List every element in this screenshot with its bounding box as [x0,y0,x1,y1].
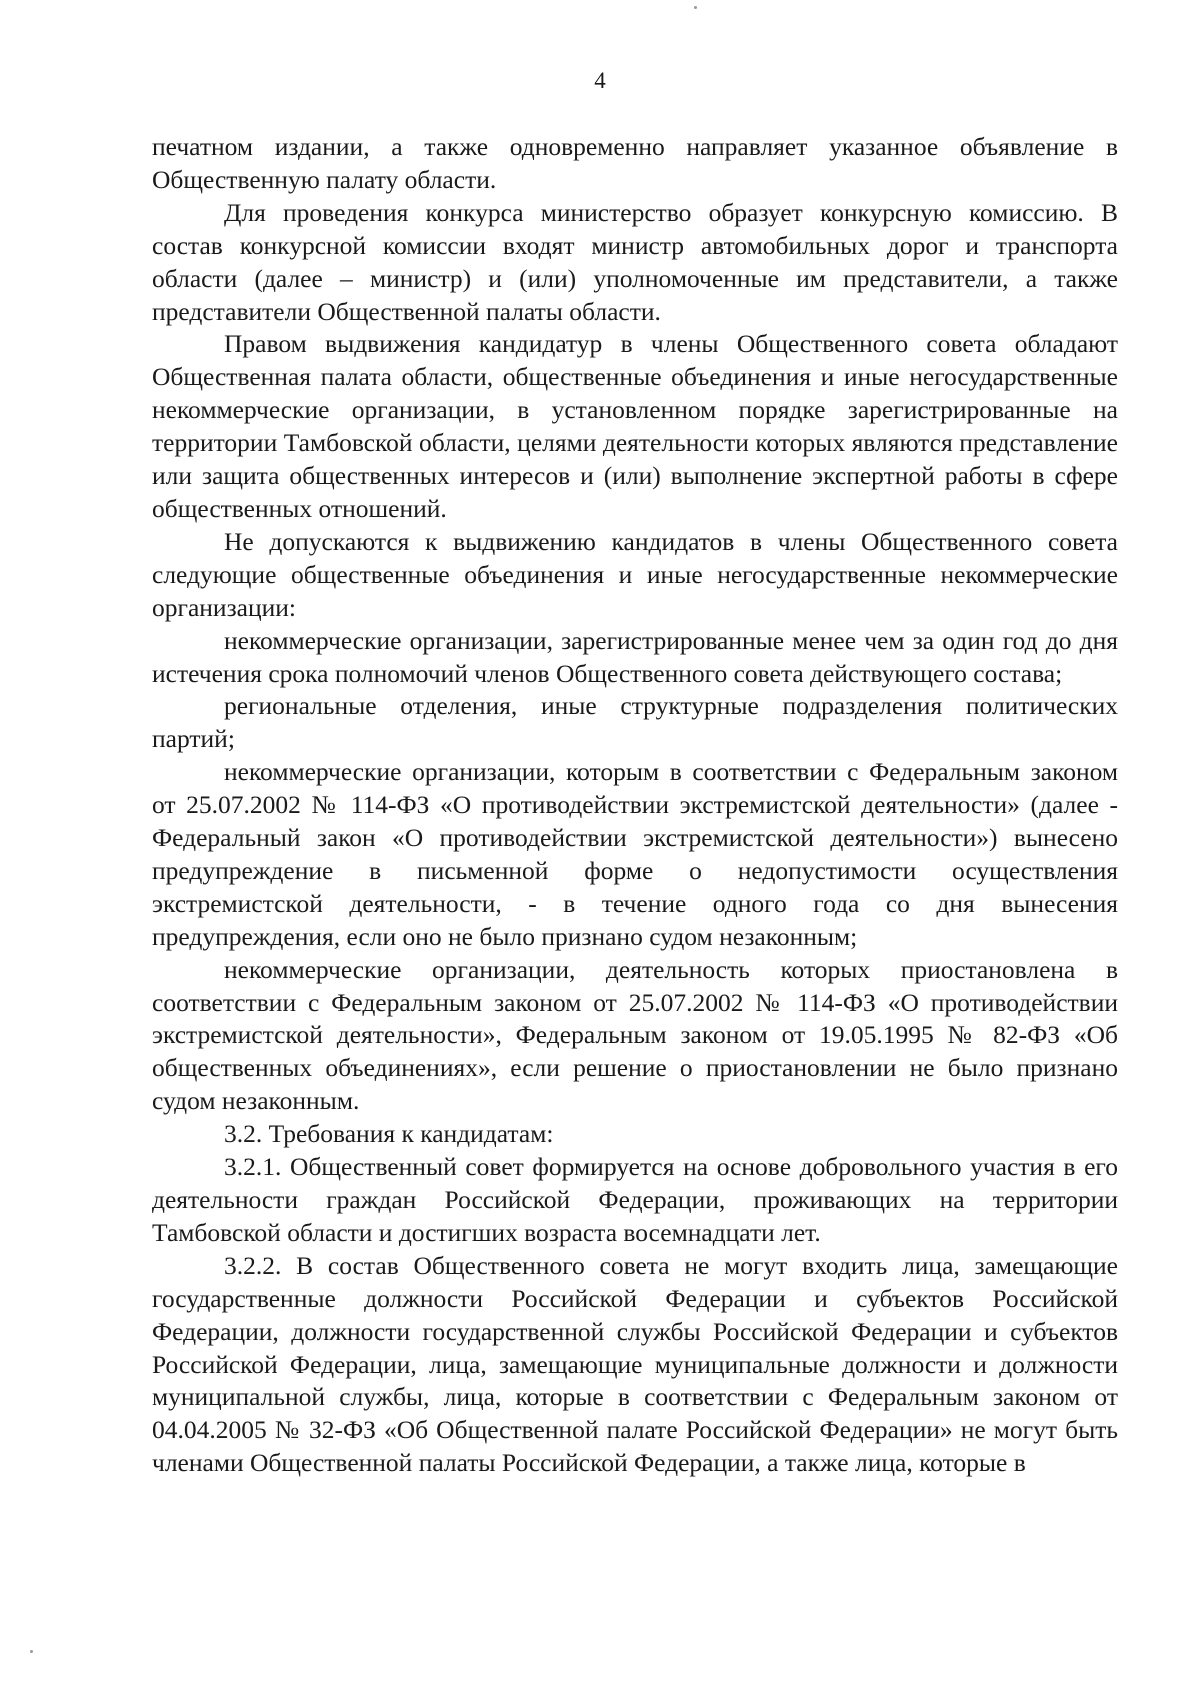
paragraph-nomination-right: Правом выдвижения кандидатур в члены Общественного совета обладают Общественная палата области, общественные объединения и иные негосударственные некоммерческие организации, в установленном порядке зарегистрированные на территории Тамбовской области, целями деятельности которых являются представление или защита общественных интересов и (или) выполнение экспертной работы в сфере общественных отношений. [152,329,1118,523]
section-heading-candidate-requirements: 3.2. Требования к кандидатам: [224,1119,554,1149]
paragraph-3-2-2: 3.2.2. В состав Общественного совета не могут входить лица, замещающие государственные должности Российской Федерации и субъектов Российской Федерации, должности государственной службы Российской Федерации и субъектов Российской Федерации, лица, замещающие муниципальные должности и должности муниципальной службы, лица, которые в соответствии с Федеральным законом от 04.04.2005 № 32-ФЗ «Об Общественной палате Российской Федерации» не могут быть членами Общественной палаты Российской Федерации, а также лица, которые в [152,1250,1118,1478]
paragraph-continuation: печатном издании, а также одновременно направляет указанное объявление в Общественную палату области. [152,132,1118,194]
scan-speck [694,6,697,9]
list-item-party-branches: региональные отделения, иные структурные подразделения политических партий; [152,691,1118,754]
document-body [152,131,1118,1480]
paragraph-commission: Для проведения конкурса министерство образует конкурсную комиссию. В состав конкурсной комиссии входят министр автомобильных дорог и транспорта области (далее – министр) и (или) уполномоченные им представители, а также представители Общественной палаты области. [152,197,1118,326]
paragraph-exclusions-intro: Не допускаются к выдвижению кандидатов в члены Общественного совета следующие общественные объединения и иные негосударственные некоммерческие организации: [152,526,1118,622]
list-item-suspended-activity: некоммерческие организации, деятельность которых приостановлена в соответствии с Федеральным законом от 25.07.2002 № 114-ФЗ «О противодействии экстремистской деятельности», Федеральным законом от 19.05.1995 № 82-ФЗ «Об общественных объединениях», если решение о приостановлении не было признано судом незаконным. [152,954,1118,1116]
list-item-recent-registration: некоммерческие организации, зарегистрированные менее чем за один год до дня истечения срока полномочий членов Общественного совета действующего состава; [152,625,1118,688]
paragraph-3-2-1: 3.2.1. Общественный совет формируется на основе добровольного участия в его деятельности граждан Российской Федерации, проживающих на территории Тамбовской области и достигших возраста восемнадцати лет. [152,1152,1118,1247]
page-number: 4 [594,68,606,93]
scan-speck [30,1650,33,1653]
list-item-extremism-warning: некоммерческие организации, которым в соответствии с Федеральным законом от 25.07.2002 № 114-ФЗ «О противодействии экстремистской деятельности» (далее - Федеральный закон «О противодействии экстремистской деятельности») вынесено предупреждение в письменной форме о недопустимости осуществления экстремистской деятельности, - в течение одного года со дня вынесения предупреждения, если оно не было признано судом незаконным; [152,757,1118,951]
